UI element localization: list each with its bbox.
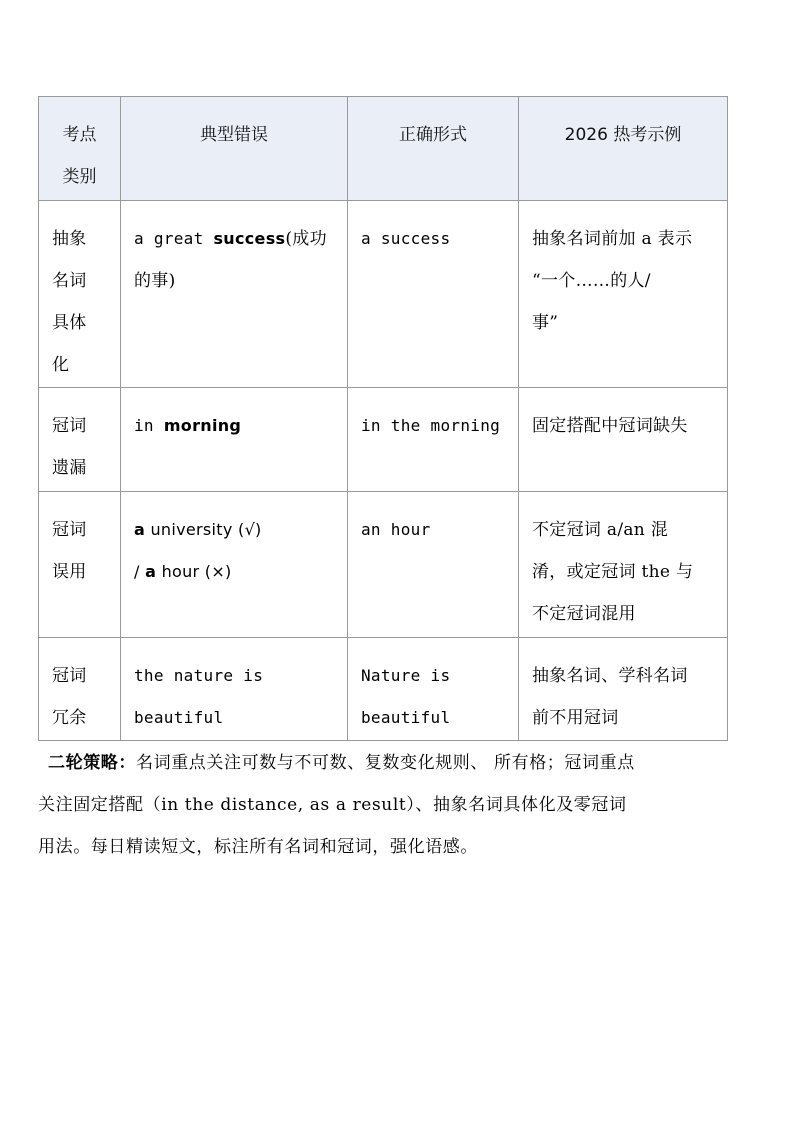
example-cell: 抽象名词前加 a 表示 “一个……的人/ 事” bbox=[519, 201, 728, 388]
error-cell: a great success(成功 的事) bbox=[121, 201, 348, 388]
strategy-line-3: 用法。每日精读短文，标注所有名词和冠词，强化语感。 bbox=[38, 837, 478, 857]
header-correct-form: 正确形式 bbox=[348, 97, 519, 201]
header-category bbox=[39, 97, 121, 201]
correct-cell: an hour bbox=[348, 492, 519, 638]
error-cell: in morning bbox=[121, 388, 348, 492]
table-row bbox=[39, 201, 728, 388]
header-typical-error: 典型错误 bbox=[121, 97, 348, 201]
correct-cell: Nature is beautiful bbox=[348, 638, 519, 741]
table-header-row bbox=[39, 97, 728, 201]
header-category-line2: 类别 bbox=[62, 167, 97, 187]
table-row bbox=[39, 492, 728, 638]
strategy-line-1: 名词重点关注可数与不可数、复数变化规则、 所有格；冠词重点 bbox=[136, 753, 635, 773]
table-row bbox=[39, 638, 728, 741]
example-cell: 抽象名词、学科名词 前不用冠词 bbox=[519, 638, 728, 741]
table-row bbox=[39, 388, 728, 492]
example-cell: 固定搭配中冠词缺失 bbox=[519, 388, 728, 492]
error-cell: the nature is beautiful bbox=[121, 638, 348, 741]
category-cell: 冠词 遗漏 bbox=[39, 388, 121, 492]
category-cell: 冠词 误用 bbox=[39, 492, 121, 638]
example-cell: 不定冠词 a/an 混 淆，或定冠词 the 与 不定冠词混用 bbox=[519, 492, 728, 638]
header-category-line1: 考点 bbox=[62, 125, 97, 145]
strategy-paragraph bbox=[38, 742, 758, 868]
strategy-line-2: 关注固定搭配（in the distance, as a result）、抽象名词具体化及零冠词 bbox=[38, 795, 627, 815]
category-cell: 冠词 冗余 bbox=[39, 638, 121, 741]
correct-cell: in the morning bbox=[348, 388, 519, 492]
correct-cell: a success bbox=[348, 201, 519, 388]
header-hot-example: 2026 热考示例 bbox=[519, 97, 728, 201]
strategy-label: 二轮策略： bbox=[48, 753, 136, 773]
grammar-table bbox=[38, 96, 728, 741]
category-cell: 抽象 名词 具体 化 bbox=[39, 201, 121, 388]
error-cell: a university (√) / a hour (×) bbox=[121, 492, 348, 638]
